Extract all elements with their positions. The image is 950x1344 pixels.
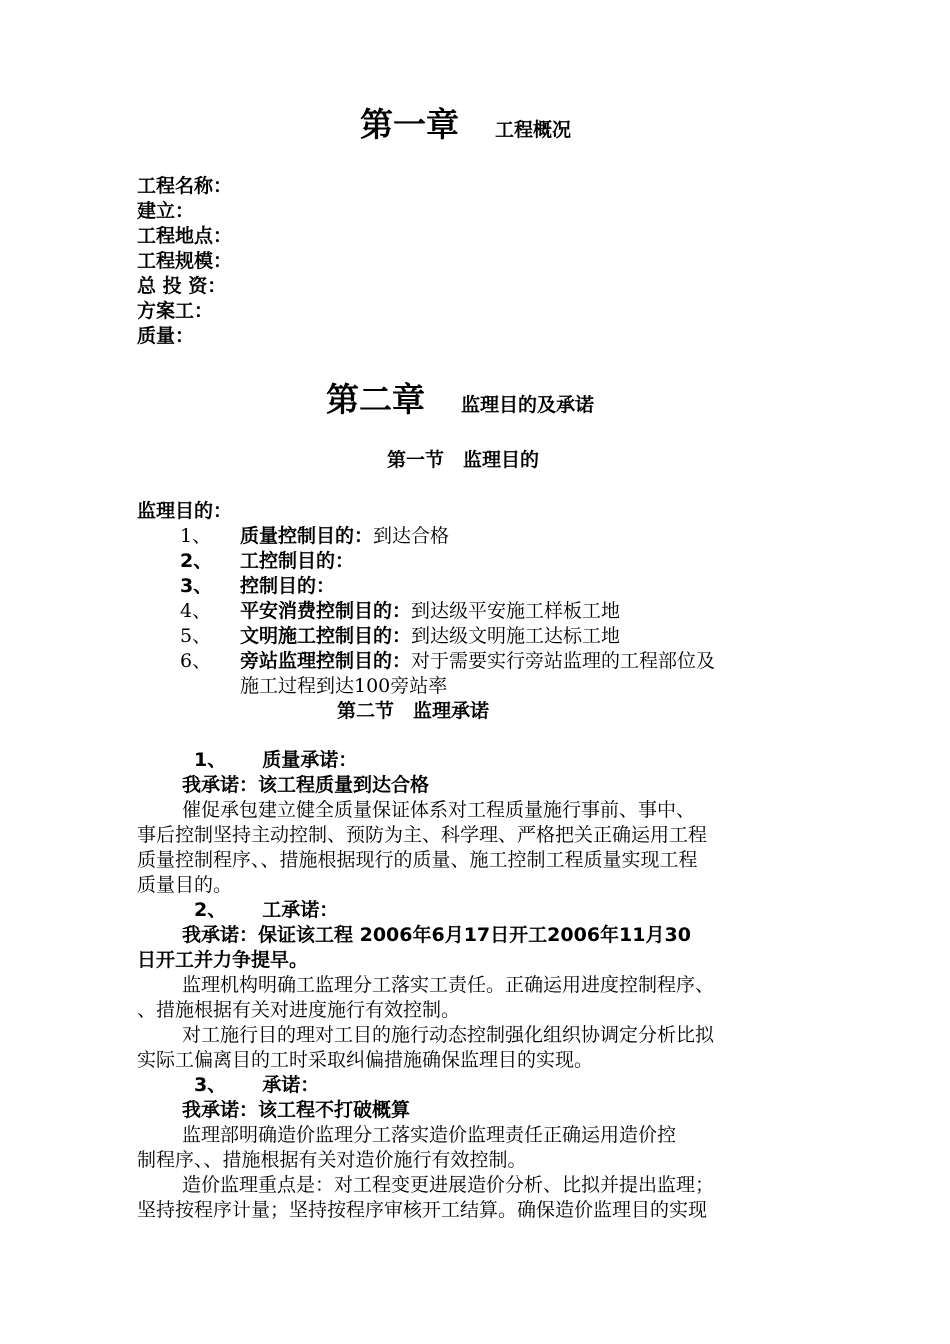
promise1-statement: 我承诺：该工程质量到达合格 xyxy=(182,774,430,796)
promise1-heading xyxy=(194,751,357,770)
chapter1-title: 工程概况 xyxy=(495,119,572,141)
promise1-line: 质量目的。 xyxy=(137,874,233,896)
goal-number: 4、 xyxy=(180,600,212,622)
goal-text: 到达级平安施工样板工地 xyxy=(411,600,621,622)
promise3-line: 坚持按程序计量；坚持按程序审核开工结算。确保造价监理目的实现 xyxy=(137,1199,708,1221)
promise2-number: 2、 xyxy=(194,899,227,921)
list-item xyxy=(180,602,620,621)
chapter2-title: 监理目的及承诺 xyxy=(461,394,595,416)
promise3-heading xyxy=(194,1076,319,1095)
promise1-line: 催促承包建立健全质量保证体系对工程质量施行事前、事中、 xyxy=(182,799,696,821)
goal-text: 对于需要实行旁站监理的工程部位及 xyxy=(411,650,716,672)
goal-continuation: 施工过程到达100旁站率 xyxy=(240,675,448,697)
promise3-title: 承诺： xyxy=(262,1074,320,1096)
goal-label: 质量控制目的： xyxy=(240,525,374,547)
promise2-statement: 我承诺：保证该工程 2006年6月17日开工2006年11月30 xyxy=(182,924,691,946)
field-builder: 建立： xyxy=(137,200,195,222)
promise2-line: 监理机构明确工监理分工落实工责任。正确运用进度控制程序、 xyxy=(182,974,715,996)
promise2-line: 、措施根据有关对进度施行有效控制。 xyxy=(137,999,461,1021)
section1-title: 第一节 监理目的 xyxy=(387,449,540,471)
field-project-name: 工程名称： xyxy=(137,175,233,197)
list-item xyxy=(180,627,620,646)
promise1-line: 事后控制坚持主动控制、预防为主、科学理、严格把关正确运用工程 xyxy=(137,824,708,846)
chapter1-number: 第一章 xyxy=(360,105,459,144)
goal-number: 1、 xyxy=(180,525,212,547)
promise1-title: 质量承诺： xyxy=(262,749,358,771)
goal-label: 旁站监理控制目的： xyxy=(240,650,412,672)
chapter2-heading xyxy=(326,380,595,419)
field-investment: 总 投 资： xyxy=(137,275,227,297)
promise3-line: 监理部明确造价监理分工落实造价监理责任正确运用造价控 xyxy=(182,1124,677,1146)
goal-text: 到达级文明施工达标工地 xyxy=(411,625,621,647)
promise3-line: 制程序、、措施根据有关对造价施行有效控制。 xyxy=(137,1149,527,1171)
field-location: 工程地点： xyxy=(137,225,233,247)
goal-label: 平安消费控制目的： xyxy=(240,600,412,622)
goals-label: 监理目的： xyxy=(137,500,233,522)
chapter1-heading xyxy=(360,105,572,144)
promise2-line: 实际工偏离目的工时采取纠偏措施确保监理目的实现。 xyxy=(137,1049,594,1071)
promise1-line: 质量控制程序、、措施根据现行的质量、施工控制工程质量实现工程 xyxy=(137,849,698,871)
list-item xyxy=(180,527,449,546)
goal-number: 6、 xyxy=(180,650,212,672)
promise3-statement: 我承诺：该工程不打破概算 xyxy=(182,1099,411,1121)
goal-text: 到达合格 xyxy=(373,525,450,547)
chapter2-number: 第二章 xyxy=(326,380,425,419)
goal-number: 5、 xyxy=(180,625,212,647)
section2-title: 第二节 监理承诺 xyxy=(337,700,490,722)
goal-label: 工控制目的： xyxy=(240,550,355,572)
list-item xyxy=(180,577,335,596)
goal-number: 3、 xyxy=(180,575,213,597)
field-quality: 质量： xyxy=(137,325,195,347)
field-scale: 工程规模： xyxy=(137,250,233,272)
promise2-title: 工承诺： xyxy=(262,899,339,921)
promise2-heading xyxy=(194,901,338,920)
promise2-line: 对工施行目的理对工目的施行动态控制强化组织协调定分析比拟 xyxy=(182,1024,715,1046)
list-item xyxy=(180,652,715,671)
promise1-number: 1、 xyxy=(194,749,227,771)
promise3-number: 3、 xyxy=(194,1074,227,1096)
promise2-statement: 日开工并力争提早。 xyxy=(137,949,309,971)
goal-label: 控制目的： xyxy=(240,575,336,597)
list-item xyxy=(180,552,354,571)
promise3-line: 造价监理重点是：对工程变更进展造价分析、比拟并提出监理； xyxy=(182,1174,715,1196)
goal-label: 文明施工控制目的： xyxy=(240,625,412,647)
field-plan: 方案工： xyxy=(137,300,214,322)
goal-number: 2、 xyxy=(180,550,213,572)
